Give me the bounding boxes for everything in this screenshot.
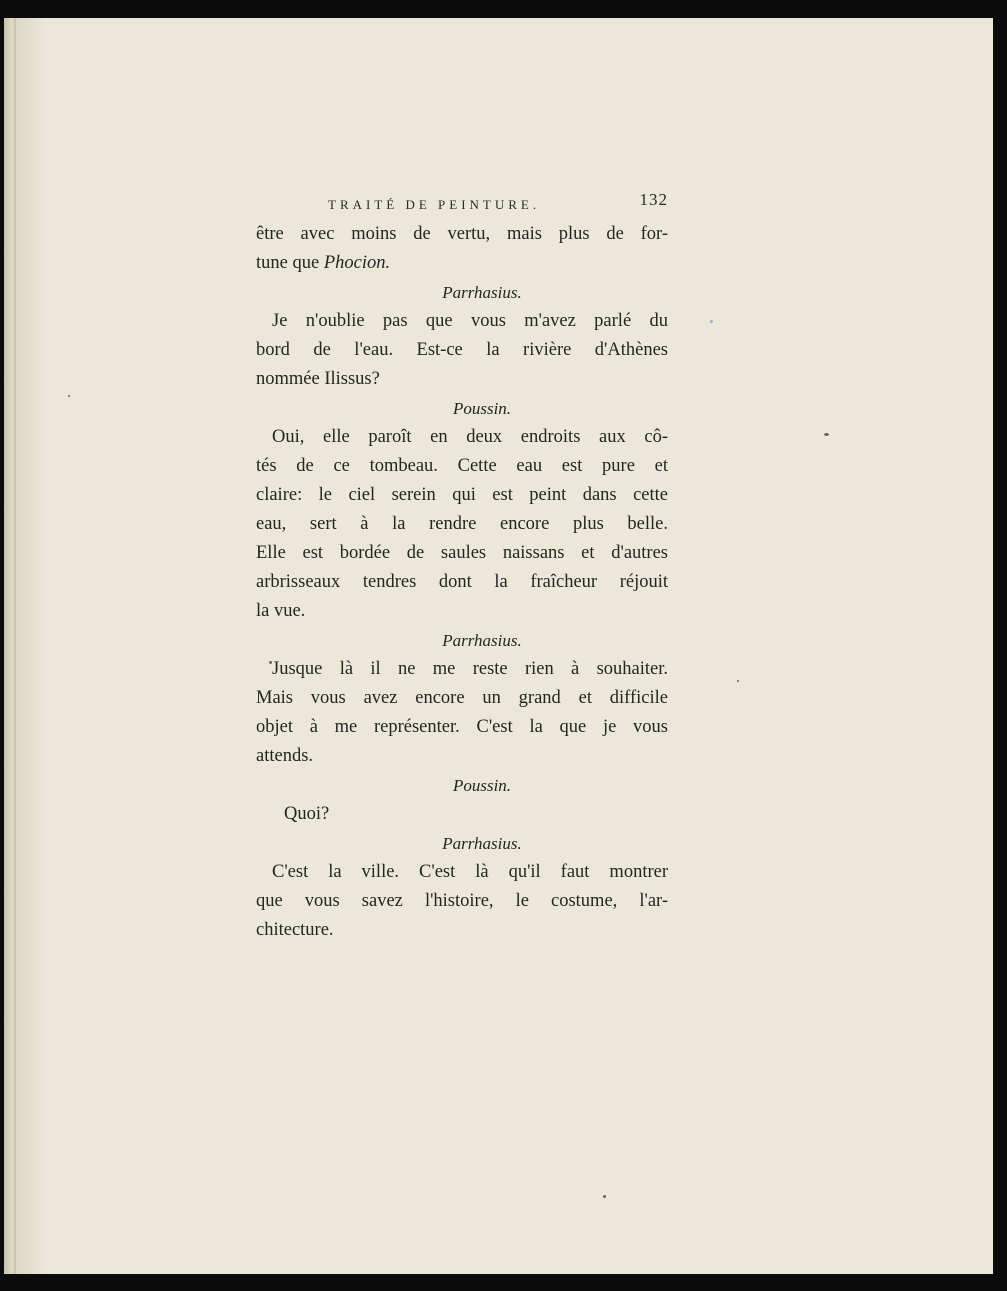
running-head — [256, 190, 668, 220]
running-title: TRAITÉ DE PEINTURE. — [328, 197, 541, 212]
text-line: C'est la ville. C'est là qu'il faut montrer — [272, 862, 668, 882]
text-line: Jusque là il ne me reste rien à souhaiter. — [272, 659, 668, 679]
text-line: bord de l'eau. Est-ce la rivière d'Athènes — [256, 340, 668, 360]
paper-speck — [603, 1195, 606, 1198]
text-line: nommée Ilissus? — [256, 369, 380, 389]
text-line: être avec moins de vertu, mais plus de for- — [256, 224, 668, 244]
body-lines — [256, 220, 668, 945]
text-line: Elle est bordée de saules naissans et d'autres — [256, 543, 668, 563]
text-line: tés de ce tombeau. Cette eau est pure et — [256, 456, 668, 476]
text-line: arbrisseaux tendres dont la fraîcheur réjouit — [256, 572, 668, 592]
speaker-name: Parrhasius. — [442, 631, 522, 650]
text-line: Mais vous avez encore un grand et difficile — [256, 688, 668, 708]
page-text — [256, 190, 668, 945]
paper-speck — [824, 433, 829, 436]
text-line: attends. — [256, 746, 314, 766]
paper-speck — [68, 395, 70, 397]
paper-speck — [737, 680, 739, 682]
speaker-name: Poussin. — [452, 399, 512, 418]
speaker-name: Poussin. — [452, 776, 512, 795]
text-line: Quoi? — [284, 804, 330, 824]
text-line: claire: le ciel serein qui est peint dans cette — [256, 485, 668, 505]
text-line: que vous savez l'histoire, le costume, l'ar- — [256, 891, 668, 911]
text-line: chitecture. — [256, 920, 334, 940]
text-line: Je n'oublie pas que vous m'avez parlé du — [272, 311, 668, 331]
page-number: 132 — [639, 190, 668, 209]
text-line: eau, sert à la rendre encore plus belle. — [256, 514, 668, 534]
text-line: tune que Phocion. — [256, 253, 391, 273]
paper-speck — [710, 320, 713, 323]
text-line: la vue. — [256, 601, 306, 621]
text-line: Oui, elle paroît en deux endroits aux cô- — [272, 427, 668, 447]
text-line: objet à me représenter. C'est la que je vous — [256, 717, 668, 737]
emphasized-name: Phocion. — [323, 253, 391, 273]
speaker-name: Parrhasius. — [442, 283, 522, 302]
speaker-name: Parrhasius. — [442, 834, 522, 853]
